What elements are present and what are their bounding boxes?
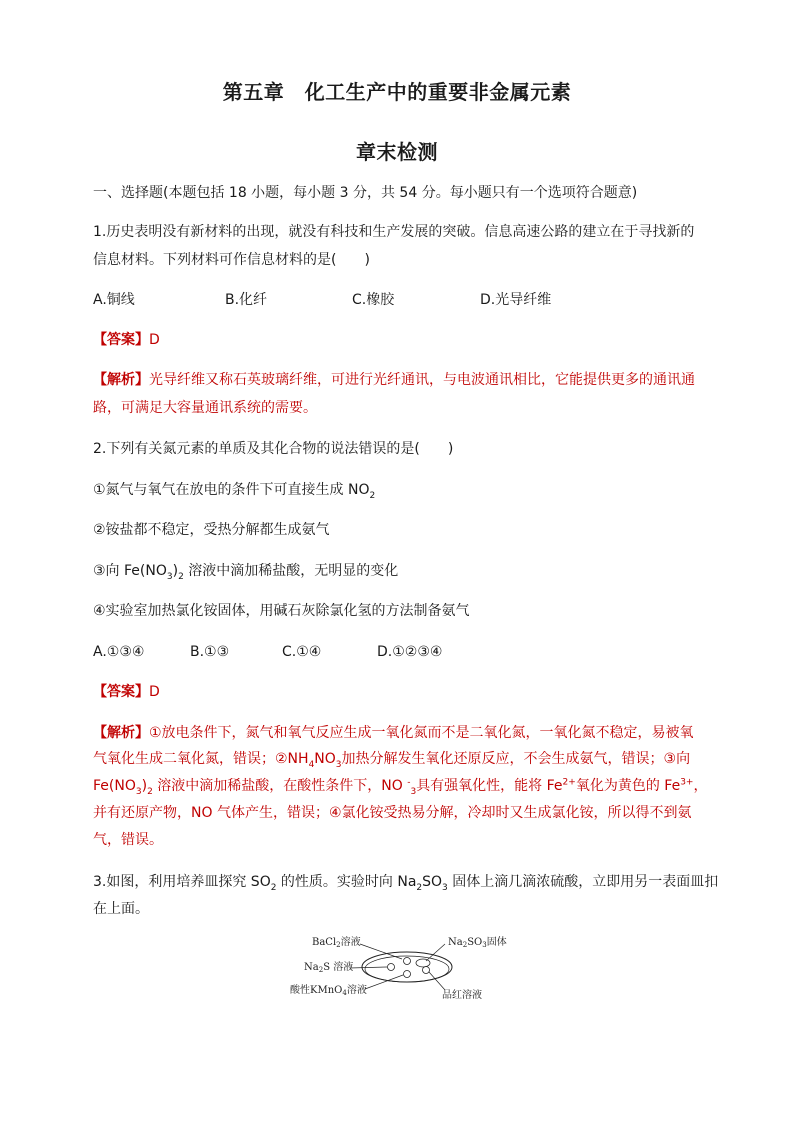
analysis-text: 光导纤维又称石英玻璃纤维，可进行光纤通讯，与电波通讯相比，它能提供更多的通讯通: [149, 372, 695, 388]
q2-analysis-line5: 气，错误。: [93, 832, 163, 848]
label-pinhong: 品红溶液: [442, 990, 482, 1001]
q1-option-d: D.光导纤维: [480, 292, 552, 308]
label-na2s: $Na_2S$ 溶液: [304, 962, 354, 974]
q2-stem: 2.下列有关氮元素的单质及其化合物的说法错误的是( ): [93, 441, 454, 457]
q1-option-a: A.铜线: [93, 292, 135, 308]
label-kmno4: 酸性KMnO$_4$溶液: [290, 985, 367, 997]
drop-na2s: [388, 964, 395, 971]
drop-pinhong: [423, 967, 430, 974]
q2-analysis-line2: 气氧化生成二氧化氮，错误；$②NH_4NO_3$加热分解发生氧化还原反应，不会生成氨气，错误；③向: [93, 751, 691, 770]
na2so3-solid: [416, 959, 430, 967]
q2-item-1: ①氮气与氧气在放电的条件下可直接生成 $NO_2$: [93, 482, 376, 501]
drop-bacl2: [404, 958, 411, 965]
analysis-tag: 【解析】: [93, 725, 149, 741]
label-bacl2: BaCl$_2$溶液: [312, 937, 361, 949]
q2-option-d: D.①②③④: [377, 644, 443, 660]
q1-answer: [93, 330, 703, 350]
q2-option-a: A.①③④: [93, 644, 145, 660]
answer-value: D: [149, 684, 160, 700]
chapter-title: 第五章 化工生产中的重要非金属元素: [222, 80, 572, 104]
answer-value: D: [149, 332, 160, 348]
q1-stem-line2: 信息材料。下列材料可作信息材料的是( ): [93, 252, 370, 268]
page-subtitle: 章末检测: [356, 140, 438, 164]
q1-stem-line1: 1.历史表明没有新材料的出现，就没有科技和生产发展的突破。信息高速公路的建立在于寻找新的: [93, 224, 695, 240]
q2-analysis-line3: $Fe(NO_3)_2$ 溶液中滴加稀盐酸，在酸性条件下，NO -$_3$具有强氧化性，能将 $Fe^{2+}$氧化为黄色的 $Fe^{3+}$，: [93, 777, 708, 797]
q3-stem-line2: 在上面。: [93, 901, 149, 917]
section-intro: 一、选择题(本题包括 18 小题，每小题 3 分，共 54 分。每小题只有一个选项符合题意): [93, 185, 638, 201]
q2-option-c: C.①④: [282, 644, 322, 660]
q2-item-4: ④实验室加热氯化铵固体，用碱石灰除氯化氢的方法制备氨气: [93, 603, 470, 619]
answer-tag: 【答案】: [93, 332, 149, 348]
q1-analysis-line1: [93, 370, 703, 390]
drop-kmno4: [404, 971, 411, 978]
petri-dish-inner-rim: [365, 956, 449, 982]
q1-analysis-line2: 路，可满足大容量通讯系统的需要。: [93, 400, 317, 416]
q2-option-b: B.①③: [190, 644, 230, 660]
q2-item-3: ③向 $Fe(NO_3)_2$ 溶液中滴加稀盐酸，无明显的变化: [93, 563, 399, 582]
q1-option-c: C.橡胶: [352, 292, 395, 308]
q2-analysis-line1: 【解析】①放电条件下，氮气和氧气反应生成一氧化氮而不是二氧化氮，一氧化氮不稳定，易被氧: [93, 725, 694, 741]
answer-tag: 【答案】: [93, 684, 149, 700]
analysis-tag: 【解析】: [93, 372, 149, 388]
q3-stem-line1: 3.如图，利用培养皿探究 $SO_2$ 的性质。实验时向 $Na_2SO_3$ 固体上滴几滴浓硫酸，立即用另一表面皿扣: [93, 874, 719, 893]
label-na2so3: $Na_2SO_3$固体: [448, 937, 507, 949]
petri-dish-diagram: [290, 932, 520, 1004]
q1-option-b: B.化纤: [225, 292, 268, 308]
q2-analysis-line4: 并有还原产物，NO 气体产生，错误；④氯化铵受热易分解，冷却时又生成氯化铵，所以得不到氨: [93, 805, 692, 821]
q2-item-2: ②铵盐都不稳定，受热分解都生成氨气: [93, 522, 330, 538]
q2-answer: [93, 682, 703, 702]
